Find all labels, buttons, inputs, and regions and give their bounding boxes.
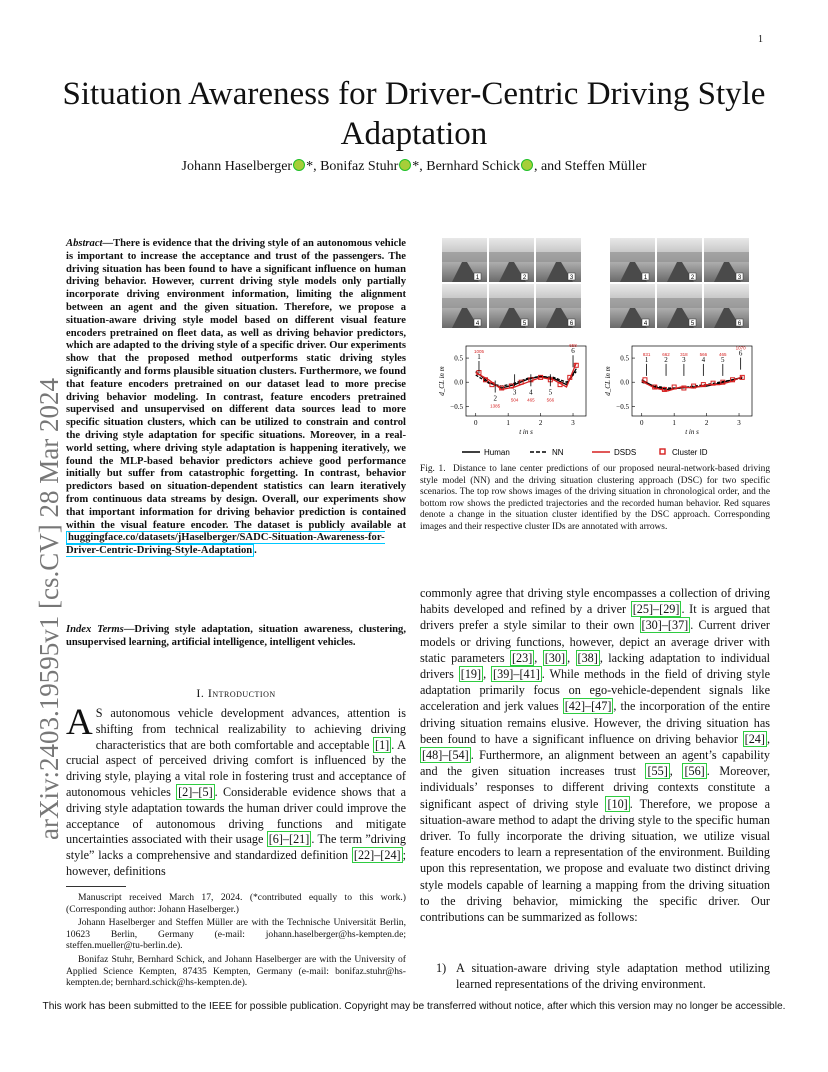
body-text: ,: [669, 764, 683, 779]
body-text: commonly agree that driving style encompasses a collection of driving habits developed and refined by a driver: [420, 586, 770, 617]
annotation-id: 3: [682, 355, 686, 364]
thumbnail-label: 2: [522, 275, 527, 281]
citation-link[interactable]: [42]–[47]: [564, 699, 612, 714]
y-tick-label: −0.5: [616, 402, 629, 411]
thumbnail-label: 5: [690, 321, 695, 327]
annotation-cluster-id: 1070: [735, 345, 746, 351]
introduction-text: [66, 702, 406, 880]
annotation-cluster-id: 1385: [490, 403, 501, 409]
tree-line: [657, 252, 702, 262]
body-text: ,: [766, 731, 770, 746]
index-terms: [66, 624, 406, 650]
citation-link[interactable]: [48]–[54]: [422, 748, 469, 763]
situation-thumbnail: [489, 238, 534, 282]
body-text: . Moreover, individuals’ responses to different driving contexts constitute a significant aspect of driving style: [420, 764, 771, 811]
x-axis-label: t in s: [685, 428, 699, 436]
footnote: Johann Haselberger and Steffen Müller are with the Technische Universität Berlin, 10623 Berlin, Germany (e-mail: johann.haselberger@hs-kempten.de; steffen.mueller@tu-berlin.de).: [66, 917, 406, 952]
annotation-cluster-id: 831: [642, 351, 651, 357]
intro-text: . Considerable evidence shows that a driving style adaptation towards the human driver could improve the acceptance of autonomous driving functions and mitigate uncertainties associated with their usage: [66, 784, 406, 847]
legend-cluster: Cluster ID: [672, 448, 708, 457]
x-tick-label: 1: [672, 419, 676, 427]
y-axis-label: d_CL in m: [604, 366, 612, 396]
annotation-cluster-id: 504: [510, 397, 519, 403]
thumbnail-label: 6: [737, 321, 742, 327]
figure-caption: [420, 464, 770, 534]
contribution-item: [436, 960, 770, 992]
arxiv-stamp: [10, 280, 64, 840]
orcid-icon[interactable]: [521, 159, 533, 171]
tree-line: [442, 252, 487, 262]
x-tick-label: 0: [639, 419, 644, 427]
x-tick-label: 3: [571, 419, 575, 427]
dropcap: A: [66, 702, 93, 743]
y-tick-label: 0.5: [454, 354, 463, 363]
legend-cluster-marker: [660, 449, 665, 454]
intro-text: S autonomous vehicle development advances, attention is shifting from technical realizability to achieving driving characteristics that are both comfortable and acceptable: [95, 706, 406, 752]
intro-text: . The term ”driving style” lacks a comprehensive and standardized definition: [66, 832, 406, 863]
page-number: 1: [758, 34, 763, 45]
tree-line: [489, 298, 534, 308]
x-tick-label: 2: [538, 419, 543, 427]
annotation-id: 4: [529, 388, 533, 397]
abstract-text: —There is evidence that the driving style of an autonomous vehicle is important to increase the acceptance and trust of the passengers. The driving situation has been found to have a significant influence on human driving behavior. However, current driving style models only partially incorporate driving environment information, limiting the alignment between an agent and the given situation. Therefore, we propose a situation-aware driving style model based on different visual feature encoders pretrained on fleet data, as well as driving behavior predictors, which are adapted to the driving style of a specific driver. Our experiments show that the proposed method outperforms static driving styles significantly and forms plausible situation clusters. Furthermore, we found that feature encoders pretrained on our dataset lead to more precise driving behavior modeling. In contrast, feature encoders pretrained supervised and unsupervised on different data sources lead to more specific situation clusters, which can be utilized to constrain and control the driving style adaptation for specific situations. Moreover, in a real-world setting, where driving style adaptation is happening iteratively, we found the MLP-based behavior predictors achieve good performance initially but suffer from catastrophic forgetting. In contrast, behavior predictors based on situation-dependent statistics can learn iteratively from continuous data streams by design. Overall, our experiments show that important information for driving behavior prediction is contained within the visual feature encoder. The dataset is publicly available at: [66, 238, 406, 531]
chart-panel: [438, 343, 586, 436]
right-column-text: [420, 585, 770, 925]
footnote: Bonifaz Stuhr, Bernhard Schick, and Johann Haselberger are with the University of Applied Science Kempten, 87435 Kempten, Germany (e-mail: bonifaz.stuhr@hs-kempten.de; bernhard.schick@hs-kempten.de).: [66, 953, 406, 989]
section-heading: I. Introduction: [196, 686, 276, 700]
x-tick-label: 2: [704, 419, 709, 427]
y-axis-label: d_CL in m: [438, 366, 446, 396]
thumbnail-label: 4: [643, 321, 648, 327]
annotation-id: 2: [493, 394, 497, 403]
chart-panel: [604, 346, 752, 436]
annotation-cluster-id: 662: [662, 351, 670, 357]
contribution-text: A situation-aware driving style adaptation method utilizing learned representations of the driving environment.: [456, 961, 770, 991]
annotation-id: 1: [477, 353, 481, 362]
citation-link[interactable]: [25]–[29]: [632, 602, 680, 617]
figure-1-graphic: [420, 234, 770, 460]
situation-thumbnail: [610, 284, 655, 328]
author-3: Bernhard Schick: [426, 159, 520, 174]
x-tick-label: 1: [506, 419, 510, 427]
thumbnail-label: 5: [522, 321, 527, 327]
citation-link[interactable]: [1]: [375, 737, 390, 752]
citation-link[interactable]: [22]–[24]: [353, 848, 401, 863]
abstract-end: .: [254, 545, 257, 557]
tree-line: [610, 298, 655, 308]
annotation-id: 3: [512, 388, 517, 397]
intro-text: . A crucial aspect of perceived driving comfort is influenced by the driving style, playing a vital role in fostering trust and acceptance of autonomous vehicles: [66, 737, 406, 799]
author-2: Bonifaz Stuhr: [320, 159, 399, 174]
body-text: . Therefore, we propose a situation-aware method to adapt the driving style to the specific human driver. To fully incorporate the driving situation, we utilize visual feature encoders to learn a representation of the environment. Building upon this representation, we propose and evaluate two distinct driving style models capable of learning a mapping from the driving situation to the driving behavior, mimicking the specific driver. Our contributions can be summarized as follows:: [420, 796, 770, 925]
annotation-id: 5: [548, 388, 553, 397]
tree-line: [536, 298, 581, 308]
situation-thumbnail: [704, 284, 749, 328]
situation-thumbnail: [704, 238, 749, 282]
index-terms-label: Index Terms: [66, 624, 124, 635]
legend-human: Human: [484, 448, 510, 457]
figure-1: [420, 234, 770, 460]
body-text: ,: [567, 650, 576, 665]
y-tick-label: 0.0: [454, 378, 463, 387]
y-tick-label: 0.0: [620, 378, 629, 387]
annotation-cluster-id: 566: [699, 351, 708, 357]
annotation-cluster-id: 566: [546, 397, 555, 403]
x-axis-label: t in s: [519, 428, 533, 436]
author-list: [60, 159, 768, 175]
legend-nn: NN: [552, 448, 564, 457]
annotation-cluster-id: 1005: [473, 349, 484, 355]
body-text: . Current driver models or driving functions, however, depict an average driver with static parameters: [420, 618, 770, 665]
body-text: . While methods in the field of driving style adaptation primarily focus on ego-vehicle-dependent signals like acceleration and jerk values: [420, 667, 771, 714]
situation-thumbnail: [442, 238, 487, 282]
citation-link[interactable]: [56]: [684, 764, 705, 779]
annotation-id: 6: [738, 349, 743, 358]
thumbnail-label: 4: [475, 321, 480, 327]
tree-line: [657, 298, 702, 308]
citation-link[interactable]: [55]: [647, 764, 668, 779]
body-text: . Furthermore, an alignment between an agent’s capability and the given situation increases trust: [420, 748, 770, 779]
thumbnail-label: 3: [569, 275, 574, 281]
caption-text: Distance to lane center predictions of our proposed neural-network-based driving style model (NN) and the driving situation clustering approach (DSC) for two specific scenarios. The top row shows images of the driving situation in chronological order, and the bottom row shows the predicted trajectories and the recorded human behavior. Red squares denote a change in the situation cluster identified by the DSC approach. Corresponding images and their respective cluster IDs are annotated with arrows.: [420, 464, 771, 532]
situation-thumbnail: [610, 238, 655, 282]
ieee-notice: This work has been submitted to the IEEE for possible publication. Copyright may be transferred without notice, after which this version may no longer be accessible.: [42, 1001, 786, 1012]
annotation-cluster-id: 465: [719, 351, 727, 357]
abstract-label: Abstract: [66, 238, 103, 249]
citation-link[interactable]: [19]: [460, 667, 482, 682]
thumbnail-label: 1: [475, 275, 480, 281]
x-tick-label: 3: [737, 419, 741, 427]
tree-line: [610, 252, 655, 262]
situation-thumbnail: [442, 284, 487, 328]
series-line-dsds: [476, 363, 577, 390]
author-2-mark: *,: [412, 159, 427, 174]
paper-title: Situation Awareness for Driver-Centric Driving Style Adaptation: [62, 76, 766, 152]
annotation-id: 6: [571, 347, 575, 356]
situation-thumbnail: [657, 238, 702, 282]
tree-line: [536, 252, 581, 262]
body-text: ,: [483, 667, 492, 682]
tree-line: [704, 252, 749, 262]
citation-link[interactable]: [30]–[37]: [641, 618, 689, 633]
citation-link[interactable]: [38]: [577, 650, 598, 665]
citation-link[interactable]: [39]–[41]: [493, 667, 540, 682]
footnotes: [66, 892, 406, 991]
body-text: , the incorporation of the entire driving situation remains elusive. However, the driving situation has been found to have a significant influence on driving behavior: [420, 699, 770, 746]
citation-link[interactable]: [24]: [744, 731, 765, 746]
intro-text: ; however, definitions: [66, 848, 406, 878]
y-tick-label: −0.5: [450, 402, 463, 411]
author-3-mark: , and Steffen Müller: [533, 159, 647, 174]
situation-thumbnail: [657, 284, 702, 328]
tree-line: [442, 298, 487, 308]
author-1: Johann Haselberger: [181, 159, 293, 174]
tree-line: [489, 252, 534, 262]
contribution-number: 1): [436, 961, 447, 975]
arxiv-stamp-text: arXiv:2403.19595v1 [cs.CV] 28 Mar 2024: [34, 378, 64, 840]
annotation-id: 2: [664, 355, 668, 364]
annotation-cluster-id: 318: [680, 351, 688, 357]
annotation-cluster-id: 465: [527, 397, 535, 403]
situation-thumbnail: [489, 284, 534, 328]
legend-dsc: DSDS: [614, 448, 637, 457]
thumbnail-label: 3: [737, 275, 742, 281]
annotation-id: 1: [644, 355, 649, 364]
annotation-cluster-id: 658: [569, 343, 577, 349]
thumbnail-label: 1: [643, 275, 648, 281]
x-tick-label: 0: [473, 419, 478, 427]
citation-link[interactable]: [6]–[21]: [268, 832, 310, 847]
body-text: . It is argued that drivers prefer a style similar to their own: [420, 602, 770, 633]
annotation-id: 4: [701, 355, 706, 364]
caption-label: Fig. 1.: [420, 464, 446, 474]
thumbnail-label: 6: [569, 321, 574, 327]
annotation-id: 5: [721, 355, 725, 364]
situation-thumbnail: [536, 284, 581, 328]
body-text: ,: [534, 650, 543, 665]
contribution-list: [436, 960, 770, 992]
thumbnail-label: 2: [690, 275, 695, 281]
index-terms-text: —Driving style adaptation, situation awareness, clustering, unsupervised learning, artificial intelligence, intelligent vehicles.: [66, 624, 407, 648]
tree-line: [704, 298, 749, 308]
footnote: Manuscript received March 17, 2024. (*contributed equally to this work.) (Corresponding author: Johann Haselberger.): [66, 892, 406, 915]
orcid-icon[interactable]: [293, 159, 305, 171]
y-tick-label: 0.5: [620, 354, 629, 363]
abstract: [66, 238, 406, 558]
dataset-link[interactable]: huggingface.co/datasets/jHaselberger/SADC-Situation-Awareness-for-Driver-Centric-Driving-Style-Adaptation: [66, 532, 385, 557]
situation-thumbnail: [536, 238, 581, 282]
citation-link[interactable]: [2]–[5]: [178, 784, 213, 799]
citation-link[interactable]: [23]: [511, 650, 533, 665]
citation-link[interactable]: [30]: [544, 650, 566, 665]
body-text: , lacking adaptation to individual drivers: [420, 650, 771, 682]
author-1-mark: *,: [306, 159, 321, 174]
orcid-icon[interactable]: [399, 159, 411, 171]
footnote-rule: [66, 886, 126, 887]
citation-link[interactable]: [10]: [607, 796, 628, 811]
